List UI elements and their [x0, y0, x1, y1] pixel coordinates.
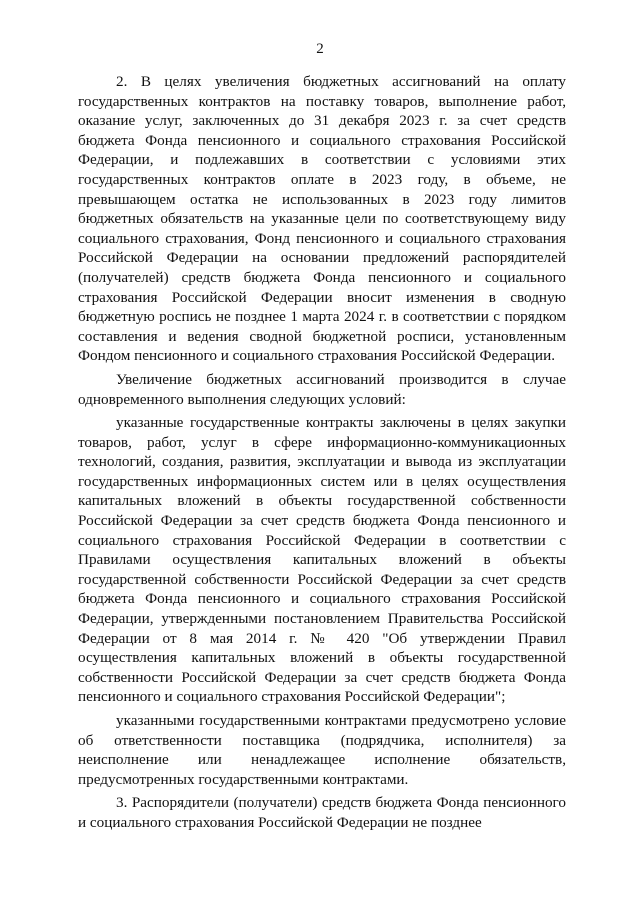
paragraph-conditions-intro: Увеличение бюджетных ассигнований производится в случае одновременного выполнения следующих условий: — [78, 370, 566, 408]
paragraph-clause-2: 2. В целях увеличения бюджетных ассигнований на оплату государственных контрактов на поставку товаров, выполнение работ, оказание услуг, заключенных до 31 декабря 2023 г. за счет средств бюджета Фонда пенсионного и социального страхования Российской Федерации, и подлежавших в соответствии с условиями этих государственных контрактов оплате в 2023 году, в объеме, не превышающем остатка не использованных в 2023 году лимитов бюджетных обязательств на указанные цели по соответствующему виду социального страхования, Фонд пенсионного и социального страхования Российской Федерации на основании предложений распорядителей (получателей) средств бюджета Фонда пенсионного и социального страхования Российской Федерации вносит изменения в сводную бюджетную роспись не позднее 1 марта 2024 г. в соответствии с порядком составления и ведения сводной бюджетной росписи, установленным Фондом пенсионного и социального страхования Российской Федерации. — [78, 73, 566, 365]
paragraph-condition-2: указанными государственными контрактами предусмотрено условие об ответственности поставщика (подрядчика, исполнителя) за неисполнение или ненадлежащее исполнение обязательств, предусмотренных государственными контрактами. — [78, 712, 566, 788]
paragraph-condition-1: указанные государственные контракты заключены в целях закупки товаров, работ, услуг в сфере информационно-коммуникационных технологий, создания, развития, эксплуатации и вывода из эксплуатации государственных информационных систем или в целях осуществления капитальных вложений в объекты государственной собственности Российской Федерации за счет средств бюджета Фонда пенсионного и социального страхования Российской Федерации в соответствии с Правилами осуществления капитальных вложений в объекты государственной собственности Российской Федерации за счет средств бюджета Фонда пенсионного и социального страхования Российской Федерации, утвержденными постановлением Правительства Российской Федерации от 8 мая 2014 г. № 420 "Об утверждении Правил осуществления капитальных вложений в объекты государственной собственности Российской Федерации за счет средств бюджета Фонда пенсионного и социального страхования Российской Федерации"; — [78, 414, 566, 706]
paragraph-clause-3: 3. Распорядители (получатели) средств бюджета Фонда пенсионного и социального страхования Российской Федерации не позднее — [78, 794, 566, 831]
document-body — [78, 72, 566, 833]
page-number: 2 — [316, 41, 324, 57]
